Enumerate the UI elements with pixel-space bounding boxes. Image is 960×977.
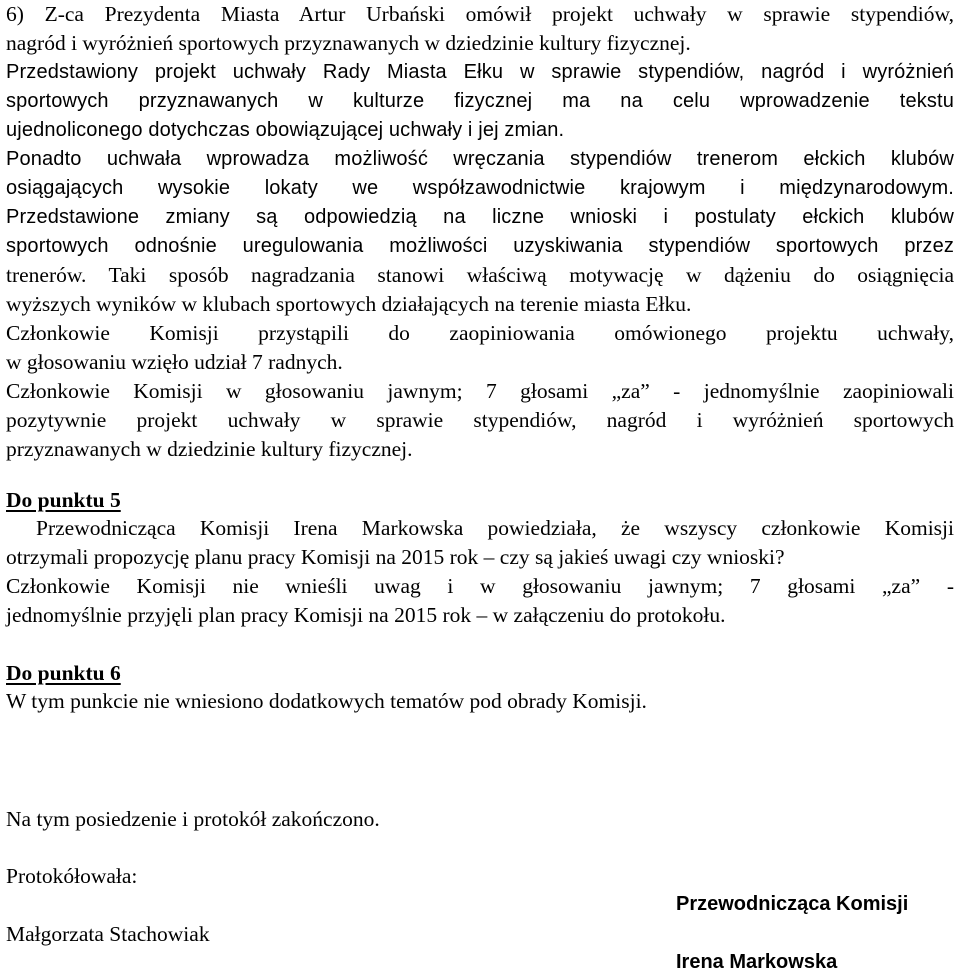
paragraph-line: Członkowie Komisji przystąpili do zaopiniowania omówionego projektu uchwały, [6, 321, 954, 345]
paragraph-line: Przedstawione zmiany są odpowiedzią na liczne wnioski i postulaty ełckich klubów [6, 206, 954, 228]
section-heading-punkt-6: Do punktu 6 [6, 661, 121, 685]
chair-title: Przewodnicząca Komisji [676, 893, 909, 915]
paragraph-line: wyższych wyników w klubach sportowych działających na terenie miasta Ełku. [6, 292, 692, 316]
paragraph-line: otrzymali propozycję planu pracy Komisji na 2015 rok – czy są jakieś uwagi czy wnioski? [6, 545, 785, 569]
paragraph-line: ujednoliconego dotychczas obowiązującej uchwały i jej zmian. [6, 119, 565, 141]
paragraph-line: pozytywnie projekt uchwały w sprawie stypendiów, nagród i wyróżnień sportowych [6, 408, 954, 432]
paragraph-line: nagród i wyróżnień sportowych przyznawanych w dziedzinie kultury fizycznej. [6, 31, 691, 55]
paragraph-line: w głosowaniu wzięło udział 7 radnych. [6, 350, 343, 374]
section-item-6 [6, 0, 954, 464]
closing-statement: Na tym posiedzenie i protokół zakończono. [6, 807, 380, 831]
section-heading-punkt-5: Do punktu 5 [6, 488, 121, 512]
paragraph-line: Przedstawiony projekt uchwały Rady Miasta Ełku w sprawie stypendiów, nagród i wyróżnień [6, 61, 954, 83]
paragraph-line: Przewodnicząca Komisji Irena Markowska powiedziała, że wszyscy członkowie Komisji [36, 516, 954, 540]
paragraph-line: Członkowie Komisji nie wnieśli uwag i w głosowaniu jawnym; 7 głosami „za” - [6, 574, 954, 598]
recorded-by-label: Protokółowała: [6, 864, 138, 888]
chair-name: Irena Markowska [676, 951, 838, 973]
document-body [6, 0, 954, 464]
section-punkt-6-text: W tym punkcie nie wniesiono dodatkowych tematów pod obrady Komisji. [6, 689, 647, 713]
paragraph-line: sportowych odnośnie uregulowania możliwości uzyskiwania stypendiów sportowych przez [6, 235, 954, 257]
paragraph-line: Członkowie Komisji w głosowaniu jawnym; 7 głosami „za” - jednomyślnie zaopiniowali [6, 379, 954, 403]
paragraph-line: Ponadto uchwała wprowadza możliwość wręczania stypendiów trenerom ełckich klubów [6, 148, 954, 170]
paragraph-line: 6) Z-ca Prezydenta Miasta Artur Urbański omówił projekt uchwały w sprawie stypendiów, [6, 2, 954, 26]
paragraph-line: osiągających wysokie lokaty we współzawodnictwie krajowym i międzynarodowym. [6, 177, 954, 199]
paragraph-line: jednomyślnie przyjęli plan pracy Komisji na 2015 rok – w załączeniu do protokołu. [6, 603, 726, 627]
paragraph-line: sportowych przyznawanych w kulturze fizycznej ma na celu wprowadzenie tekstu [6, 90, 954, 112]
paragraph-line: trenerów. Taki sposób nagradzania stanowi właściwą motywację w dążeniu do osiągnięcia [6, 263, 954, 287]
paragraph-line: przyznawanych w dziedzinie kultury fizycznej. [6, 437, 413, 461]
recorded-by-name: Małgorzata Stachowiak [6, 922, 210, 946]
section-punkt-5 [6, 514, 954, 630]
